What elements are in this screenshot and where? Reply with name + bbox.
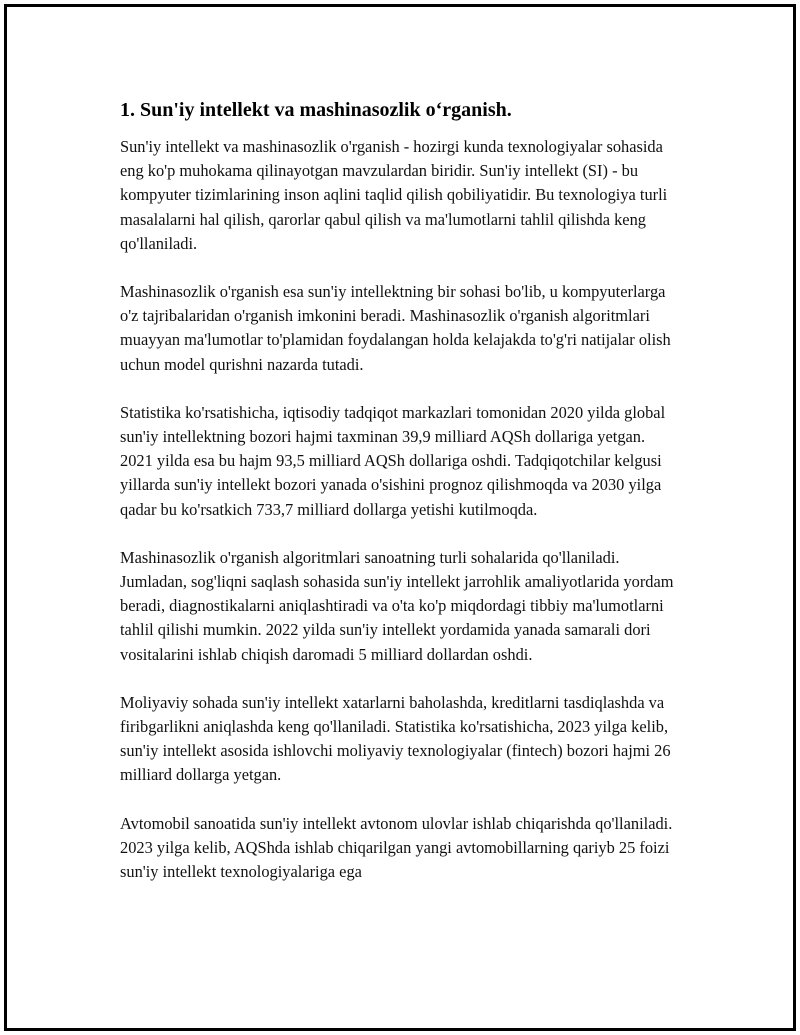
page-frame (4, 4, 796, 1031)
section-heading: 1. Sun'iy intellekt va mashinasozlik o‘rganish. (120, 99, 512, 121)
paragraph-automotive: Avtomobil sanoatida sun'iy intellekt avtonom ulovlar ishlab chiqarishda qo'llaniladi. 2023 yilga kelib, AQShda ishlab chiqarilgan yangi avtomobillarning qariyb 25 foizi sun'iy intellekt texnologiyalariga ega (120, 813, 673, 882)
document-body (120, 97, 680, 908)
paragraph-healthcare: Mashinasozlik o'rganish algoritmlari sanoatning turli sohalarida qo'llaniladi. Jumladan, sog'liqni saqlash sohasida sun'iy intellekt jarrohlik amaliyotlarida yordam beradi, diagnostikalarni aniqlashtiradi va o'ta ko'p miqdordagi tibbiy ma'lumotlarni tahlil qilishi mumkin. 2022 yilda sun'iy intellekt yordamida yanada samarali dori vositalarini ishlab chiqish daromadi 5 milliard dollardan oshdi. (120, 547, 674, 664)
paragraph-market-statistics: Statistika ko'rsatishicha, iqtisodiy tadqiqot markazlari tomonidan 2020 yilda global sun'iy intellektning bozori hajmi taxminan 39,9 milliard AQSh dollariga yetgan. 2021 yilda esa bu hajm 93,5 milliard AQSh dollariga oshdi. Tadqiqotchilar kelgusi yillarda sun'iy intellekt bozori yanada o'sishini prognoz qilishmoqda va 2030 yilga qadar bu ko'rsatkich 733,7 milliard dollarga yetishi kutilmoqda. (120, 402, 666, 519)
paragraph-finance: Moliyaviy sohada sun'iy intellekt xatarlarni baholashda, kreditlarni tasdiqlashda va firibgarlikni aniqlashda keng qo'llaniladi. Statistika ko'rsatishicha, 2023 yilga kelib, sun'iy intellekt asosida ishlovchi moliyaviy texnologiyalar (fintech) bozori hajmi 26 milliard dollarga yetgan. (120, 692, 671, 785)
paragraph-intro: Sun'iy intellekt va mashinasozlik o'rganish - hozirgi kunda texnologiyalar sohasida eng ko'p muhokama qilinayotgan mavzulardan biridir. Sun'iy intellekt (SI) - bu kompyuter tizimlarining inson aqlini taqlid qilish qobiliyatidir. Bu texnologiya turli masalalarni hal qilish, qarorlar qabul qilish va ma'lumotlarni tahlil qilishda keng qo'llaniladi. (120, 137, 668, 253)
paragraph-machine-learning: Mashinasozlik o'rganish esa sun'iy intellektning bir sohasi bo'lib, u kompyuterlarga o'z tajribalaridan o'rganish imkonini beradi. Mashinasozlik o'rganish algoritmlari muayyan ma'lumotlar to'plamidan foydalangan holda kelajakda to'g'ri natijalar olish uchun model qurishni nazarda tutadi. (120, 282, 671, 374)
